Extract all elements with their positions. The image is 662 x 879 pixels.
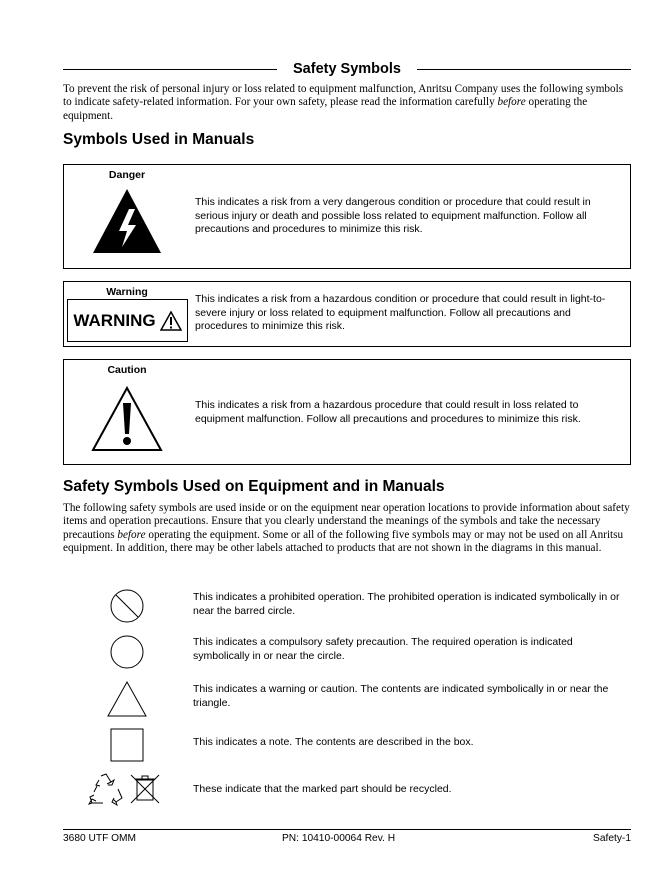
danger-label: Danger bbox=[108, 169, 146, 181]
equipment-emphasis: before bbox=[117, 528, 146, 541]
equipment-paragraph bbox=[63, 502, 633, 556]
title-rule-right bbox=[417, 69, 631, 70]
recycle-icon bbox=[88, 772, 124, 806]
intro-text: To prevent the risk of personal injury or loss related to equipment malfunction, Anritsu Company uses the following symbols to indicate safety-related information. For your own safety, please read the information carefully bbox=[63, 83, 624, 109]
footer-part-number: PN: 10410-00064 Rev. H bbox=[282, 833, 396, 844]
symbol-row-note: This indicates a note. The contents are described in the box. bbox=[193, 736, 474, 748]
manuals-heading: Symbols Used in Manuals bbox=[63, 131, 255, 148]
symbol-row-triangle: This indicates a warning or caution. The contents are indicated symbolically in or near the triangle. bbox=[193, 683, 609, 709]
warning-box bbox=[63, 281, 631, 347]
warning-triangle-icon bbox=[106, 680, 148, 718]
danger-box bbox=[63, 164, 631, 269]
equipment-text-end: operating the equipment. Some or all of the following five symbols may or may not be used on all Anritsu equipment. In addition, there may be other labels attached to products that are not shown in the diagrams in this manual. bbox=[63, 528, 624, 555]
danger-electric-icon bbox=[91, 187, 163, 255]
danger-description: This indicates a risk from a very dangerous condition or procedure that could result in serious injury or death and possible loss related to equipment malfunction. Follow all precautions and procedures to minimize this risk. bbox=[195, 196, 591, 235]
intro-text-end: operating the equipment. bbox=[63, 96, 588, 122]
crossed-bin-icon bbox=[127, 772, 163, 806]
warning-badge-text: WARNING bbox=[73, 310, 156, 330]
equipment-text: The following safety symbols are used inside or on the equipment near operation locations to provide information about safety items and operation precautions. Ensure that you clearly understand the meanings of the symbols and take the necessary precautions bbox=[63, 502, 630, 541]
note-box-icon bbox=[110, 728, 144, 762]
caution-label: Caution bbox=[107, 364, 147, 376]
symbol-row-compulsory: This indicates a compulsory safety precaution. The required operation is indicated symbolically in or near the circle. bbox=[193, 636, 573, 662]
symbol-row-prohibited: This indicates a prohibited operation. The prohibited operation is indicated symbolically in or near the barred circle. bbox=[193, 591, 620, 617]
prohibited-circle-icon bbox=[109, 588, 145, 624]
symbol-row-recycle: These indicate that the marked part should be recycled. bbox=[193, 783, 452, 795]
warning-label: Warning bbox=[106, 286, 148, 298]
title-rule-left bbox=[63, 69, 277, 70]
intro-paragraph bbox=[63, 83, 633, 123]
warning-badge bbox=[67, 299, 188, 342]
equipment-heading: Safety Symbols Used on Equipment and in Manuals bbox=[63, 478, 445, 495]
page-title: Safety Symbols bbox=[293, 61, 401, 77]
caution-description: This indicates a risk from a hazardous procedure that could result in loss related to equipment malfunction. Follow all precautions and procedures to minimize this risk. bbox=[195, 399, 581, 425]
warning-description: This indicates a risk from a hazardous condition or procedure that could result in light-to-severe injury or loss related to equipment malfunction. Follow all precautions and procedures to minimize this risk. bbox=[195, 293, 606, 332]
caution-exclamation-icon bbox=[90, 385, 164, 453]
compulsory-circle-icon bbox=[109, 634, 145, 670]
footer-doc-name: 3680 UTF OMM bbox=[63, 833, 137, 844]
footer-rule bbox=[63, 829, 631, 830]
warning-triangle-small-icon bbox=[160, 311, 182, 331]
footer-page-number: Safety-1 bbox=[593, 833, 631, 844]
caution-box bbox=[63, 359, 631, 465]
page-title-rule bbox=[63, 60, 631, 80]
intro-emphasis: before bbox=[497, 96, 526, 109]
